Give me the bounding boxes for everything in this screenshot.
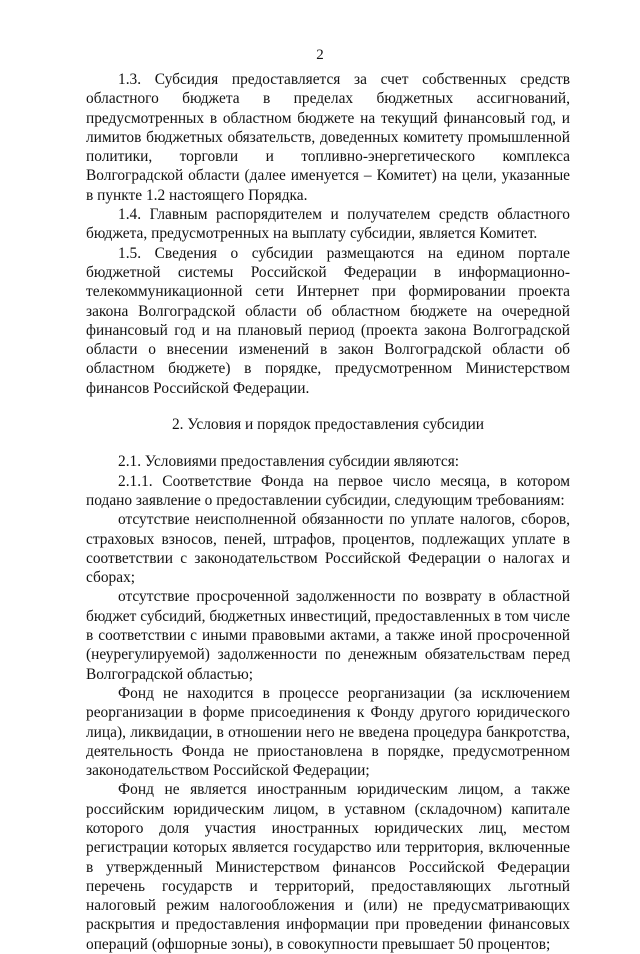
document-body — [86, 70, 570, 954]
paragraph-2-1: 2.1. Условиями предоставления субсидии являются: — [118, 453, 460, 471]
section-heading: 2. Условия и порядок предоставления субсидии — [171, 416, 485, 434]
paragraph-1-5: 1.5. Сведения о субсидии размещаются на едином портале бюджетной системы Российской Федерации в информационно-телекоммуникационной сети Интернет при формировании проекта закона Волгоградской области об областном бюджете на очередной финансовый год и на плановый период (проекта закона Волгоградской области о внесении изменений в закон Волгоградской области об областном бюджете) в порядке, предусмотренном Министерством финансов Российской Федерации. — [86, 244, 570, 397]
requirement-no-tax-debt: отсутствие неисполненной обязанности по уплате налогов, сборов, страховых взносов, пеней, штрафов, процентов, подлежащих уплате в соответствии с законодательством Российской Федерации о налогах и сборах; — [86, 511, 570, 587]
paragraph-1-4: 1.4. Главным распорядителем и получателем средств областного бюджета, предусмотренных на выплату субсидии, является Комитет. — [86, 206, 570, 243]
page-number: 2 — [316, 47, 324, 63]
paragraph-1-3: 1.3. Субсидия предоставляется за счет собственных средств областного бюджета в пределах бюджетных ассигнований, предусмотренных в областном бюджете на текущий финансовый год, и лимитов бюджетных обязательств, доведенных комитету промышленной политики, торговли и топливно-энергетического комплекса Волгоградской области (далее именуется – Комитет) на цели, указанные в пункте 1.2 настоящего Порядка. — [86, 71, 570, 204]
requirement-no-reorganization: Фонд не находится в процессе реорганизации (за исключением реорганизации в форме присоединения к Фонду другого юридического лица), ликвидации, в отношении него не введена процедура банкротства, деятельность Фонда не приостановлена в порядке, предусмотренном законодательством Российской Федерации; — [86, 684, 570, 780]
requirement-not-foreign-entity: Фонд не является иностранным юридическим лицом, а также российским юридическим лицом, в уставном (складочном) капитале которого доля участия иностранных юридических лиц, местом регистрации которых является государство или территория, включенные в утвержденный Министерством финансов Российской Федерации перечень государств и территорий, предоставляющих льготный налоговый режим налогообложения и (или) не предусматривающих раскрытия и предоставления информации при проведении финансовых операций (офшорные зоны), в совокупности превышает 50 процентов; — [86, 781, 570, 953]
requirement-no-overdue-debt: отсутствие просроченной задолженности по возврату в областной бюджет субсидий, бюджетных инвестиций, предоставленных в том числе в соответствии с иными правовыми актами, а также иной просроченной (неурегулируемой) задолженности по денежным обязательствам перед Волгоградской областью; — [86, 588, 570, 683]
paragraph-2-1-1: 2.1.1. Соответствие Фонда на первое число месяца, в котором подано заявление о предоставлении субсидии, следующим требованиям: — [86, 472, 570, 509]
